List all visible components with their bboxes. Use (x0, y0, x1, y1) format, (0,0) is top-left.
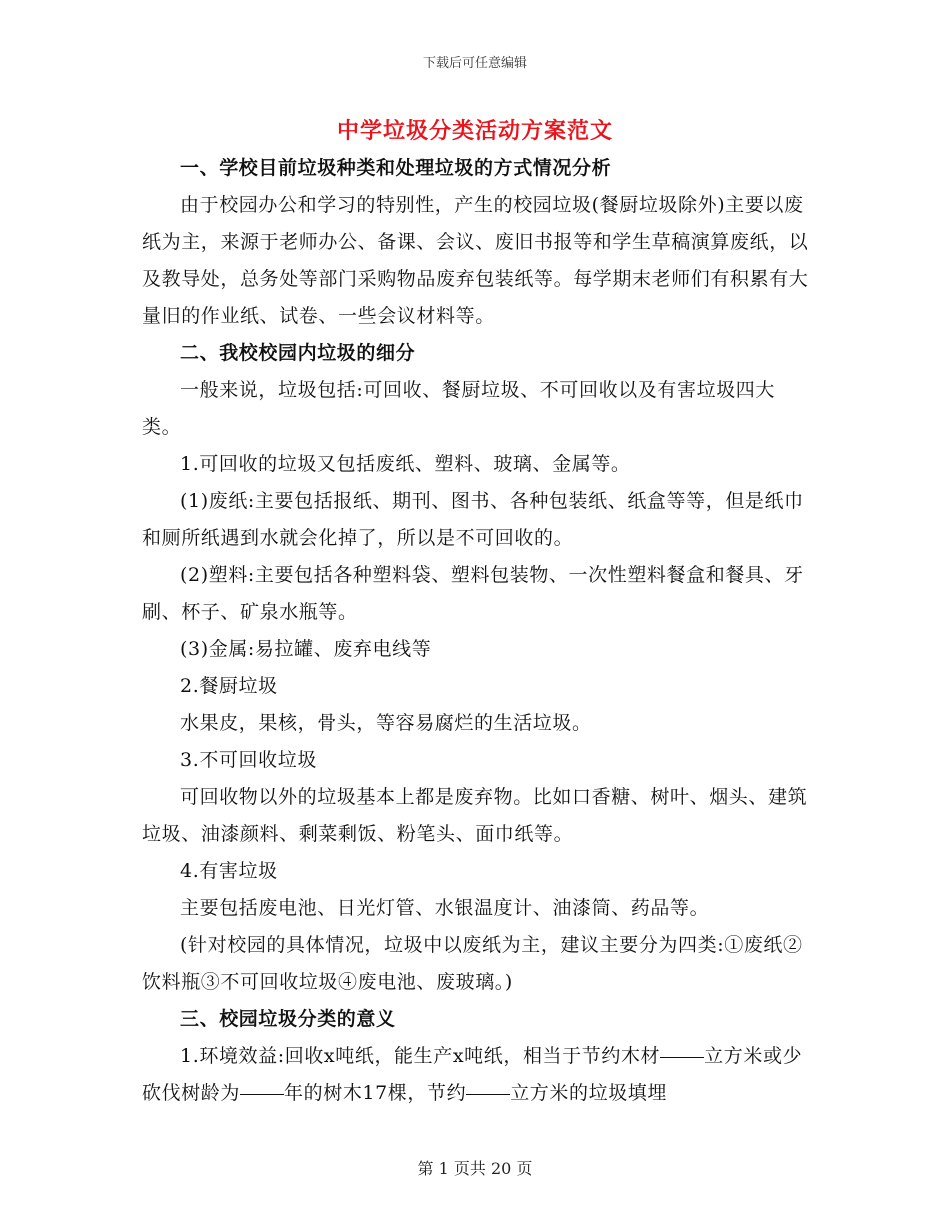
list-item: 2.餐厨垃圾 (180, 675, 278, 697)
list-item: (2)塑料:主要包括各种塑料袋、塑料包装物、一次性塑料餐盒和餐具、牙刷、杯子、矿泉水瓶等。 (142, 564, 804, 623)
list-item: 1.可回收的垃圾又包括废纸、塑料、玻璃、金属等。 (180, 453, 631, 475)
section-heading-1: 一、学校目前垃圾种类和处理垃圾的方式情况分析 (180, 157, 612, 179)
paragraph: 可回收物以外的垃圾基本上都是废弃物。比如口香糖、树叶、烟头、建筑垃圾、油漆颜料、剩菜剩饭、粉笔头、面巾纸等。 (142, 786, 808, 845)
page-footer: 第 1 页共 20 页 (417, 1159, 533, 1178)
document-body (142, 150, 812, 1112)
paragraph-with-blanks (142, 1038, 812, 1112)
list-item: 3.不可回收垃圾 (180, 749, 317, 771)
paragraph: (针对校园的具体情况，垃圾中以废纸为主，建议主要分为四类:①废纸②饮料瓶③不可回收垃圾④废电池、废玻璃。) (142, 934, 803, 993)
page-header: 下载后可任意编辑 (422, 56, 527, 71)
fill-blank (660, 1056, 704, 1058)
list-item: 4.有害垃圾 (180, 860, 278, 882)
document-title: 中学垃圾分类活动方案范文 (336, 118, 613, 144)
text-segment: 1.环境效益:回收x吨纸，能生产x吨纸，相当于节约木材 (180, 1045, 661, 1067)
text-segment: 年的树木17棵，节约 (284, 1082, 467, 1104)
text-segment: 立方米或少砍伐树龄为 (142, 1045, 803, 1104)
section-heading-2: 二、我校校园内垃圾的细分 (180, 342, 416, 364)
section-heading-3: 三、校园垃圾分类的意义 (180, 1008, 396, 1030)
fill-blank (240, 1093, 284, 1095)
text-segment: 立方米的垃圾填埋 (510, 1082, 668, 1104)
fill-blank (466, 1093, 510, 1095)
list-item: (3)金属:易拉罐、废弃电线等 (180, 638, 432, 660)
list-item: (1)废纸:主要包括报纸、期刊、图书、各种包装纸、纸盒等等，但是纸巾和厕所纸遇到水就会化掉了，所以是不可回收的。 (142, 490, 804, 549)
paragraph: 由于校园办公和学习的特别性，产生的校园垃圾(餐厨垃圾除外)主要以废纸为主，来源于老师办公、备课、会议、废旧书报等和学生草稿演算废纸，以及教导处，总务处等部门采购物品废弃包装纸等。每学期末老师们有积累有大量旧的作业纸、试卷、一些会议材料等。 (142, 194, 809, 327)
paragraph: 水果皮，果核，骨头，等容易腐烂的生活垃圾。 (180, 712, 592, 734)
paragraph: 主要包括废电池、日光灯管、水银温度计、油漆筒、药品等。 (180, 897, 710, 919)
paragraph: 一般来说，垃圾包括:可回收、餐厨垃圾、不可回收以及有害垃圾四大类。 (142, 379, 776, 438)
